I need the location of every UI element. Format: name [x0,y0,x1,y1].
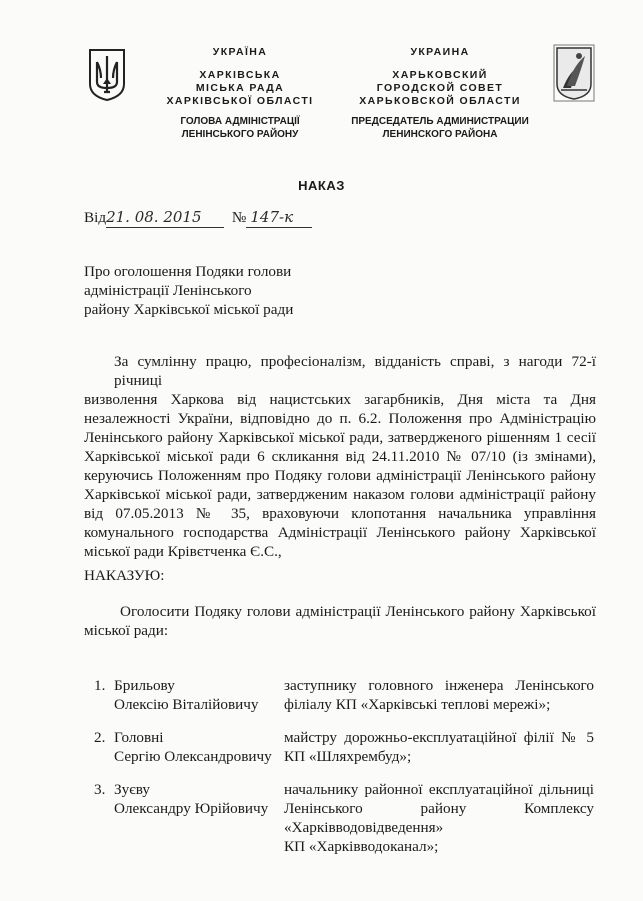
subject-line: адміністрації Ленінського [84,282,252,299]
recipient-item [94,780,594,860]
recipient-position: КП «Харківводоканал»; [284,838,439,855]
recipient-item [94,676,594,720]
body-line: незалежності України, відповідно до п. 6.2. Положення про Адміністрацію [84,410,596,427]
body-line: За сумлінну працю, професіоналізм, відданість справі, з нагоди 72-ї річниці [114,353,596,389]
date-line [84,208,312,228]
recipient-surname: Брильову [114,677,175,694]
body-line: Харківської міської ради 6 скликання від 24.11.2010 № 07/10 (із змінами), [84,448,596,465]
header-right [340,46,540,108]
trident-emblem-icon [88,48,126,102]
header-right-council-1: ХАРЬКОВСКИЙ [392,69,488,81]
recipient-item [94,728,594,772]
recipient-surname: Головні [114,729,164,746]
header-left [140,46,340,108]
subject [84,262,344,319]
recipient-surname: Зуєву [114,781,150,798]
header-left-council-3: ХАРКІВСЬКОЇ ОБЛАСТІ [166,95,314,107]
recipient-given-name: Олександру Юрійовичу [114,800,269,817]
recipient-position: заступнику головного інженера Ленінського [284,677,594,694]
header-left-council-2: МІСЬКА РАДА [195,82,285,94]
body-line: від 07.05.2013 № 35, враховуючи клопотання начальника управління [84,505,596,522]
order-word: НАКАЗУЮ: [84,567,165,584]
kharkiv-emblem-icon [553,44,595,102]
header-left-country: УКРАЇНА [212,46,268,58]
recipient-position: філіалу КП «Харківські теплові мережі»; [284,696,551,713]
body-line: визволення Харкова від нацистських загарбників, Дня міста та Дня [84,391,596,408]
body-line: Ленінського району Харківської міської ради, затвердженого рішенням 1 сесії [84,429,596,446]
header-left-office: ГОЛОВА АДМІНІСТРАЦІЇ ЛЕНІНСЬКОГО РАЙОНУ [180,116,300,140]
recipient-position: КП «Шляхрембуд»; [284,748,412,765]
recipient-number: 1. [94,677,106,694]
body-line: міської ради Крівєтченка Є.С., [84,543,282,560]
subject-line: району Харківської міської ради [84,301,294,318]
doc-type-title: НАКАЗ [298,178,345,193]
announce-paragraph [84,602,596,640]
number-value: 147-к [246,208,312,228]
body-line: Харківської міської ради, затвердженим наказом голови адміністрації району [84,486,596,503]
recipient-position: начальнику районної експлуатаційної дільниці [284,781,594,798]
body-line: комунального господарства Адміністрації Ленінського району Харківської [84,524,596,541]
recipient-position: майстру дорожньо-експлуатаційної філії № 5 [284,729,594,746]
header-right-office: ПРЕДСЕДАТЕЛЬ АДМИНИСТРАЦИИ ЛЕНИНСКОГО РАЙОНА [351,116,529,140]
date-from-label: Від [84,209,107,226]
body-paragraph [84,352,596,561]
header-right-council-2: ГОРОДСКОЙ СОВЕТ [376,82,504,94]
recipient-given-name: Олексію Віталійовичу [114,696,259,713]
number-label: № [231,209,247,226]
recipient-given-name: Сергію Олександровичу [114,748,272,765]
date-value: 21. 08. 2015 [106,208,224,228]
recipient-number: 2. [94,729,106,746]
header-right-council-3: ХАРЬКОВСКОЙ ОБЛАСТИ [359,95,521,107]
recipient-position: «Харківводовідведення» [284,819,444,836]
recipient-number: 3. [94,781,106,798]
body-line: керуючись Положенням про Подяку голови адміністрації Ленінського району [84,467,596,484]
header-left-council-1: ХАРКІВСЬКА [199,69,281,81]
announce-line: Оголосити Подяку голови адміністрації Ленінського району Харківської [120,603,596,620]
header-right-country: УКРАИНА [410,46,470,58]
recipient-position: Ленінського району Комплексу [284,800,594,817]
subject-line: Про оголошення Подяки голови [84,263,292,280]
announce-line: міської ради: [84,622,169,639]
